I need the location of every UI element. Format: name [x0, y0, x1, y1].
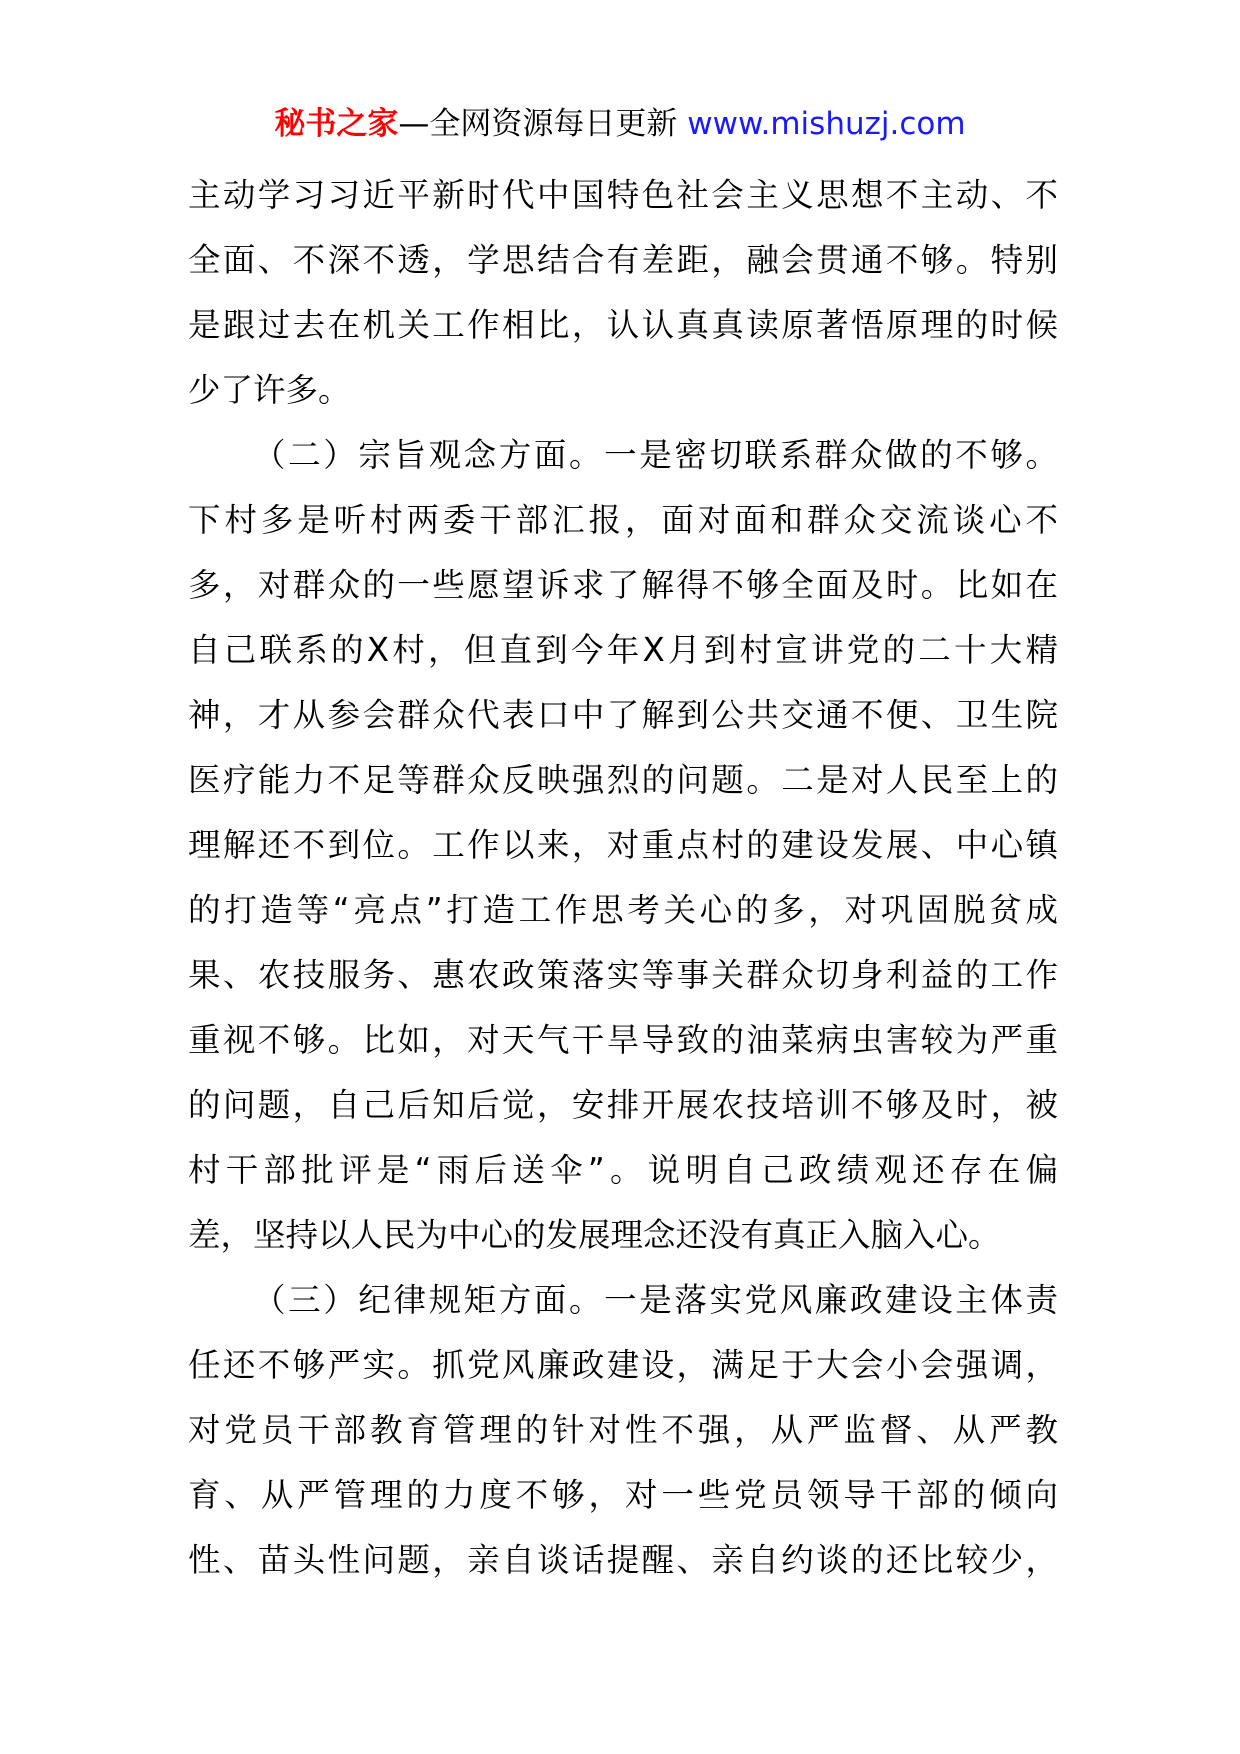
text-line: 全面、不深不透，学思结合有差距，融会贯通不够。特别 [188, 241, 1058, 279]
section-heading-line: （二）宗旨观念方面。一是密切联系群众做的不够。 [253, 436, 1058, 474]
text-line: 重视不够。比如，对天气干旱导致的油菜病虫害较为严重 [188, 1021, 1058, 1059]
text-line: 主动学习习近平新时代中国特色社会主义思想不主动、不 [188, 176, 1058, 214]
text-line: 的打造等“亮点”打造工作思考关心的多，对巩固脱贫成 [188, 891, 1058, 929]
text-line: 果、农技服务、惠农政策落实等事关群众切身利益的工作 [188, 956, 1058, 994]
site-url-link[interactable]: www.mishuzj.com [687, 106, 966, 142]
text-line: 育、从严管理的力度不够，对一些党员领导干部的倾向 [188, 1476, 1058, 1514]
text-line: 神，才从参会群众代表口中了解到公共交通不便、卫生院 [188, 696, 1058, 734]
text-line: 性、苗头性问题，亲自谈话提醒、亲自约谈的还比较少， [188, 1541, 1058, 1579]
text-line: 少了许多。 [188, 371, 351, 409]
site-brand: 秘书之家 [274, 106, 399, 142]
site-slogan: —全网资源每日更新 [398, 106, 688, 142]
text-line: 多，对群众的一些愿望诉求了解得不够全面及时。比如在 [188, 566, 1058, 604]
text-line: 自己联系的X村，但直到今年X月到村宣讲党的二十大精 [188, 631, 1058, 669]
text-line: 的问题，自己后知后觉，安排开展农技培训不够及时，被 [188, 1086, 1058, 1124]
text-line: 对党员干部教育管理的针对性不强，从严监督、从严教 [188, 1411, 1058, 1449]
page-header [0, 100, 1240, 148]
section-heading-line: （三）纪律规矩方面。一是落实党风廉政建设主体责 [253, 1281, 1058, 1319]
text-line: 任还不够严实。抓党风廉政建设，满足于大会小会强调， [188, 1346, 1058, 1384]
document-body [188, 163, 1058, 1593]
text-line: 是跟过去在机关工作相比，认认真真读原著悟原理的时候 [188, 306, 1058, 344]
text-line: 理解还不到位。工作以来，对重点村的建设发展、中心镇 [188, 826, 1058, 864]
text-line: 下村多是听村两委干部汇报，面对面和群众交流谈心不 [188, 501, 1058, 539]
text-line: 村干部批评是“雨后送伞”。说明自己政绩观还存在偏 [188, 1151, 1058, 1189]
text-line: 差，坚持以人民为中心的发展理念还没有真正入脑入心。 [188, 1216, 1001, 1254]
text-line: 医疗能力不足等群众反映强烈的问题。二是对人民至上的 [188, 761, 1058, 799]
